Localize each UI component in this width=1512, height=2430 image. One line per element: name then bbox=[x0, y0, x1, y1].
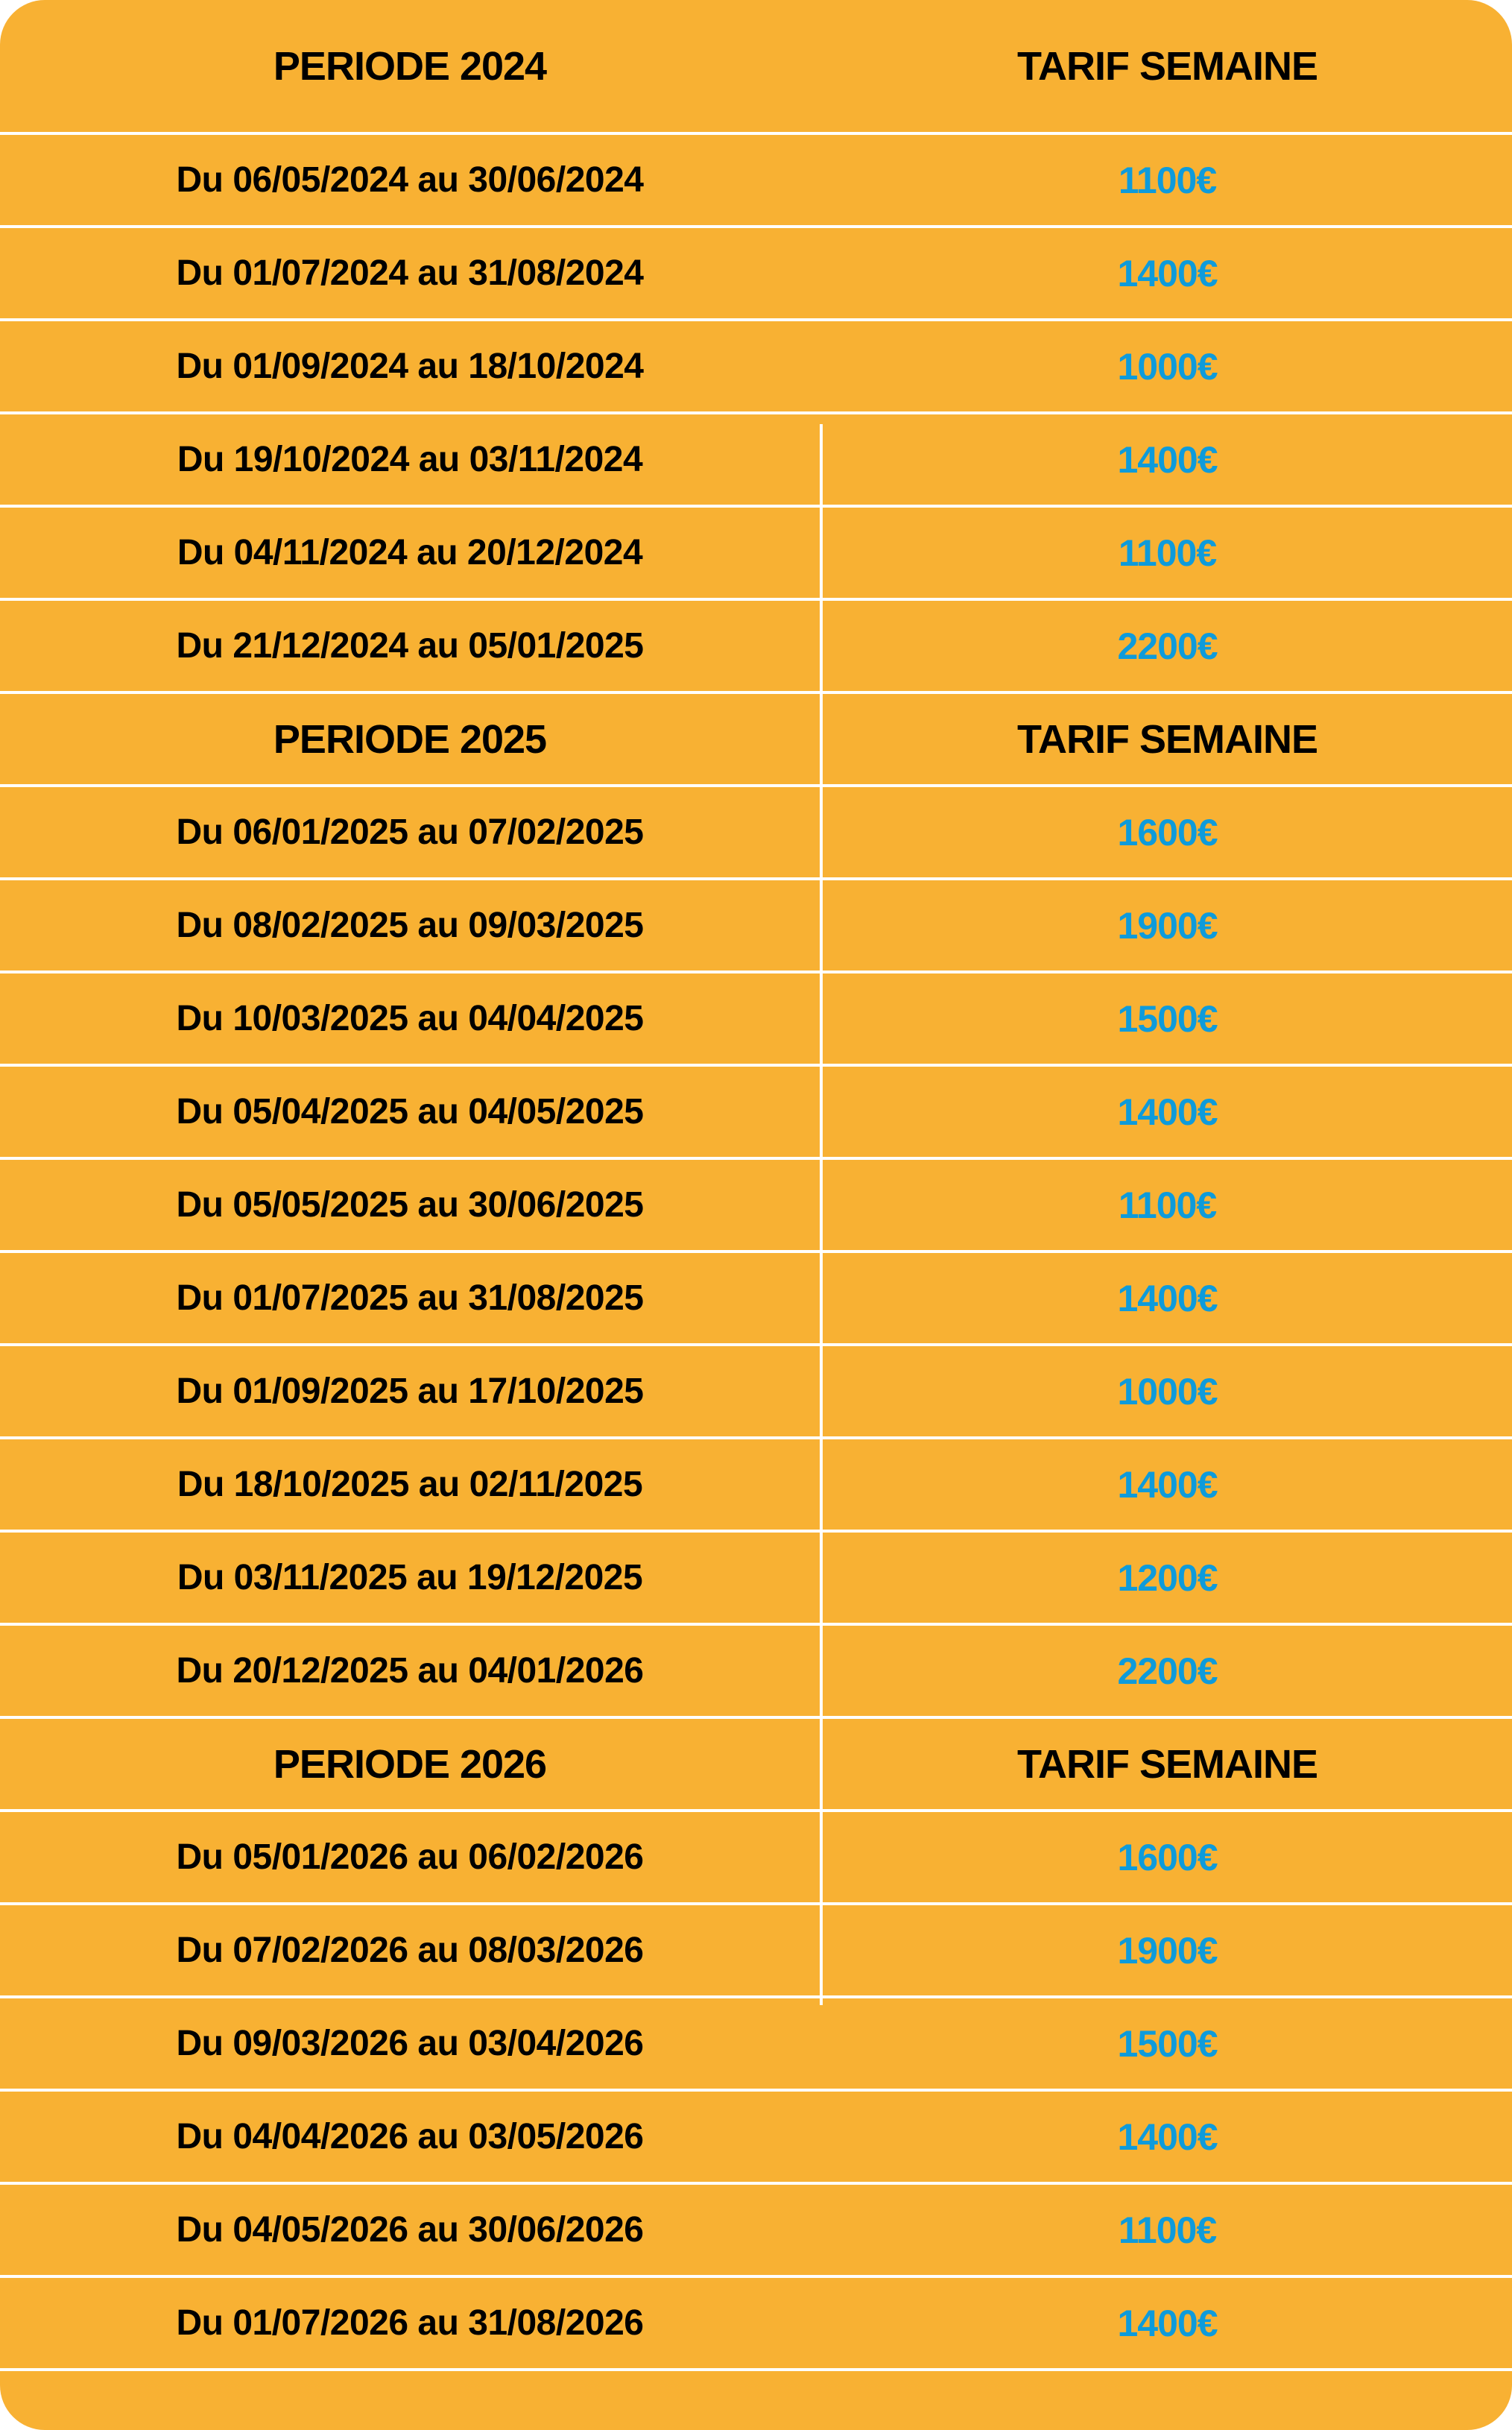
table-row bbox=[0, 2185, 1512, 2275]
price-cell: 1400€ bbox=[1117, 2115, 1218, 2158]
price-cell: 1400€ bbox=[1117, 1463, 1218, 1506]
period-cell: Du 05/05/2025 au 30/06/2025 bbox=[176, 1185, 644, 1225]
price-cell: 1400€ bbox=[1117, 1091, 1218, 1133]
table-row bbox=[0, 1533, 1512, 1623]
section-header-row bbox=[0, 0, 1512, 132]
price-cell: 1500€ bbox=[1117, 997, 1218, 1040]
price-cell: 1400€ bbox=[1117, 438, 1218, 481]
period-cell: Du 01/09/2025 au 17/10/2025 bbox=[176, 1372, 644, 1411]
price-cell: 1900€ bbox=[1117, 1929, 1218, 1972]
table-row bbox=[0, 2278, 1512, 2368]
period-cell: Du 01/09/2024 au 18/10/2024 bbox=[176, 347, 644, 386]
period-cell: Du 01/07/2026 au 31/08/2026 bbox=[176, 2303, 644, 2343]
period-cell: Du 08/02/2025 au 09/03/2025 bbox=[176, 906, 644, 945]
period-cell: Du 09/03/2026 au 03/04/2026 bbox=[176, 2024, 644, 2063]
period-header: PERIODE 2026 bbox=[273, 1741, 547, 1787]
period-cell: Du 19/10/2024 au 03/11/2024 bbox=[177, 440, 643, 479]
price-cell: 1200€ bbox=[1117, 1556, 1218, 1599]
table-row bbox=[0, 1905, 1512, 1995]
period-cell: Du 05/01/2026 au 06/02/2026 bbox=[176, 1837, 644, 1877]
price-cell: 1400€ bbox=[1117, 2302, 1218, 2344]
price-cell: 1100€ bbox=[1118, 531, 1217, 574]
period-cell: Du 10/03/2025 au 04/04/2025 bbox=[176, 999, 644, 1038]
period-cell: Du 20/12/2025 au 04/01/2026 bbox=[176, 1651, 644, 1691]
period-header: PERIODE 2025 bbox=[273, 716, 547, 762]
price-cell: 1900€ bbox=[1117, 904, 1218, 947]
price-header: TARIF SEMAINE bbox=[1017, 716, 1318, 762]
price-cell: 1000€ bbox=[1117, 1370, 1218, 1413]
table-row bbox=[0, 1346, 1512, 1436]
price-cell: 1100€ bbox=[1118, 1184, 1217, 1226]
period-cell: Du 01/07/2024 au 31/08/2024 bbox=[176, 253, 644, 293]
period-cell: Du 04/04/2026 au 03/05/2026 bbox=[176, 2117, 644, 2156]
price-header: TARIF SEMAINE bbox=[1017, 1741, 1318, 1787]
section-header-row bbox=[0, 694, 1512, 784]
table-row bbox=[0, 1067, 1512, 1157]
table-row bbox=[0, 414, 1512, 505]
price-cell: 1100€ bbox=[1118, 159, 1217, 201]
price-header: TARIF SEMAINE bbox=[1017, 43, 1318, 89]
table-row bbox=[0, 601, 1512, 691]
period-cell: Du 04/11/2024 au 20/12/2024 bbox=[177, 533, 643, 572]
table-row bbox=[0, 135, 1512, 225]
table-row bbox=[0, 787, 1512, 877]
price-cell: 1400€ bbox=[1117, 1277, 1218, 1319]
table-row bbox=[0, 321, 1512, 411]
table-row bbox=[0, 1626, 1512, 1716]
section-header-row bbox=[0, 1719, 1512, 1809]
table-row bbox=[0, 1812, 1512, 1902]
table-row bbox=[0, 1160, 1512, 1250]
table-row bbox=[0, 2092, 1512, 2182]
table-row bbox=[0, 1439, 1512, 1530]
period-cell: Du 03/11/2025 au 19/12/2025 bbox=[177, 1558, 643, 1597]
table-row bbox=[0, 1253, 1512, 1343]
period-cell: Du 07/02/2026 au 08/03/2026 bbox=[176, 1931, 644, 1970]
table-row bbox=[0, 228, 1512, 318]
table-row bbox=[0, 1998, 1512, 2089]
price-cell: 1400€ bbox=[1117, 252, 1218, 294]
price-cell: 2200€ bbox=[1117, 1650, 1218, 1692]
price-cell: 2200€ bbox=[1117, 625, 1218, 667]
table-row bbox=[0, 973, 1512, 1064]
row-divider bbox=[0, 2368, 1512, 2371]
period-cell: Du 06/05/2024 au 30/06/2024 bbox=[176, 160, 644, 200]
price-cell: 1600€ bbox=[1117, 811, 1218, 853]
price-cell: 1100€ bbox=[1118, 2209, 1217, 2251]
period-cell: Du 21/12/2024 au 05/01/2025 bbox=[176, 626, 644, 666]
price-cell: 1000€ bbox=[1117, 345, 1218, 388]
price-cell: 1600€ bbox=[1117, 1836, 1218, 1878]
period-cell: Du 06/01/2025 au 07/02/2025 bbox=[176, 812, 644, 852]
period-cell: Du 05/04/2025 au 04/05/2025 bbox=[176, 1092, 644, 1132]
period-cell: Du 18/10/2025 au 02/11/2025 bbox=[177, 1465, 643, 1504]
table-row bbox=[0, 880, 1512, 971]
table-row bbox=[0, 508, 1512, 598]
period-cell: Du 04/05/2026 au 30/06/2026 bbox=[176, 2210, 644, 2250]
price-cell: 1500€ bbox=[1117, 2022, 1218, 2065]
period-cell: Du 01/07/2025 au 31/08/2025 bbox=[176, 1278, 644, 1318]
period-header: PERIODE 2024 bbox=[273, 43, 547, 89]
